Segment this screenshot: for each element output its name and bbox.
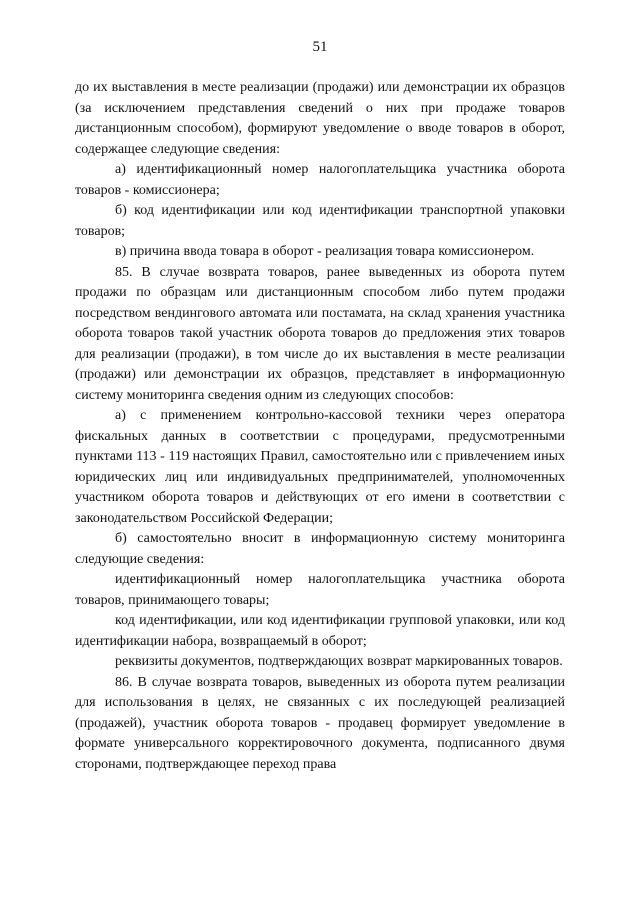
paragraph-item-a: а) идентификационный номер налогоплательщика участника оборота товаров - комиссионера; <box>75 162 565 198</box>
paragraph-continuation: до их выставления в месте реализации (продажи) или демонстрации их образцов (за исключением представления сведений о них при продаже товаров дистанционным способом), формируют уведомление о вводе товаров в оборот, содержащее следующие сведения: <box>75 80 565 157</box>
page-number: 51 <box>312 39 328 55</box>
paragraph-documents: реквизиты документов, подтверждающих возврат маркированных товаров. <box>115 654 563 669</box>
document-body <box>75 78 565 775</box>
paragraph-85-item-a: а) с применением контрольно-кассовой техники через оператора фискальных данных в соответствии с процедурами, предусмотренными пунктами 113 - 119 настоящих Правил, самостоятельно или с привлечением иных юридических лиц или индивидуальных предпринимателей, уполномоченных участником оборота товаров и действующих от его имени в соответствии с законодательством Российской Федерации; <box>75 408 565 526</box>
paragraph-code: код идентификации, или код идентификации групповой упаковки, или код идентификации набора, возвращаемый в оборот; <box>75 613 565 649</box>
paragraph-item-b: б) код идентификации или код идентификации транспортной упаковки товаров; <box>75 203 565 239</box>
paragraph-85-item-b: б) самостоятельно вносит в информационную систему мониторинга следующие сведения: <box>75 531 565 567</box>
paragraph-inn: идентификационный номер налогоплательщика участника оборота товаров, принимающего товары; <box>75 572 565 608</box>
paragraph-85: 85. В случае возврата товаров, ранее выведенных из оборота путем продажи по образцам или дистанционным способом либо путем продажи посредством вендингового автомата или постамата, на склад хранения участника оборота товаров такой участник оборота товаров до предложения этих товаров для реализации (продажи), в том числе до их выставления в месте реализации (продажи) или демонстрации их образцов, представляет в информационную систему мониторинга сведения одним из следующих способов: <box>75 264 565 403</box>
paragraph-item-v: в) причина ввода товара в оборот - реализация товара комиссионером. <box>115 244 535 259</box>
paragraph-86: 86. В случае возврата товаров, выведенных из оборота путем реализации для использования в целях, не связанных с их последующей реализацией (продажей), участник оборота товаров - продавец формирует уведомление в формате универсального корректировочного документа, подписанного двумя сторонами, подтверждающее переход права <box>75 674 565 772</box>
